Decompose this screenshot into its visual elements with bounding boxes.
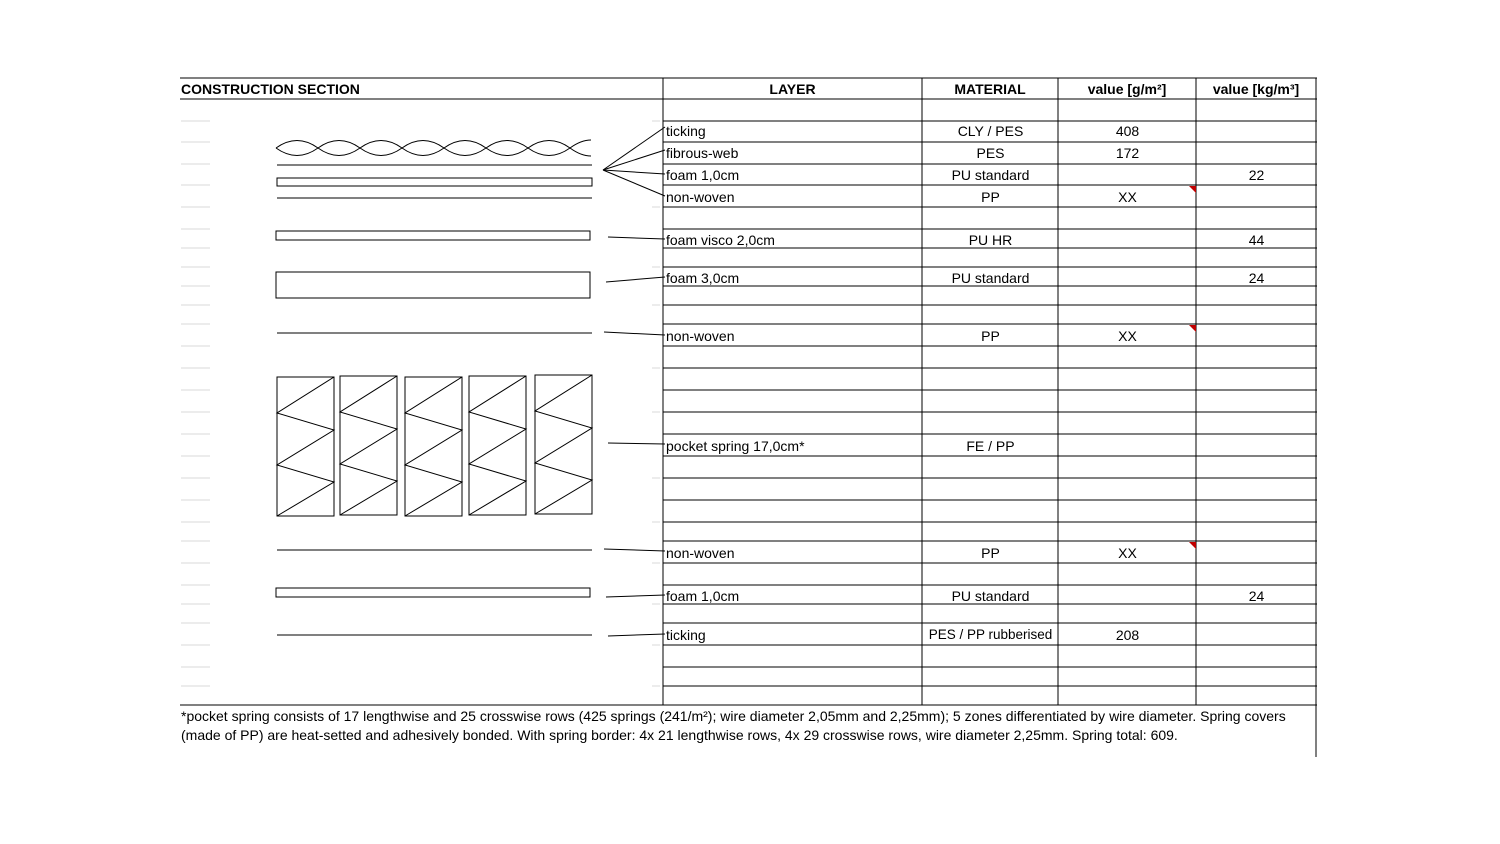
value-kgm3-header: value [kg/m³]	[1212, 81, 1300, 97]
layer-cell: ticking	[666, 627, 706, 643]
comment-indicator[interactable]	[1189, 186, 1196, 193]
material-cell: PES	[976, 145, 1005, 161]
value-gm2-cell: XX	[1118, 545, 1137, 561]
foam-bottom-rect	[276, 588, 590, 597]
material-cell: PU standard	[951, 167, 1030, 183]
comment-indicator[interactable]	[1189, 325, 1196, 332]
leader-lines	[603, 127, 665, 636]
material-cell: PU standard	[951, 270, 1030, 286]
value-kgm3-cell: 44	[1248, 232, 1265, 248]
material-cell: CLY / PES	[957, 123, 1024, 139]
layer-cell: foam 1,0cm	[666, 588, 740, 604]
foam-visco-rect	[276, 231, 590, 240]
material-cell: PP	[981, 545, 1000, 561]
construction-section-header: CONSTRUCTION SECTION	[181, 81, 360, 97]
foam-top-rect	[277, 178, 592, 186]
value-gm2-header: value [g/m²]	[1087, 81, 1167, 97]
comment-indicator[interactable]	[1189, 542, 1196, 549]
ticking-layer-drawing	[276, 140, 591, 156]
value-gm2-cell: XX	[1118, 189, 1137, 205]
material-cell: PU HR	[968, 232, 1013, 248]
pocket-spring-drawing	[277, 375, 592, 516]
layer-cell: foam 3,0cm	[666, 270, 740, 286]
material-cell: PP	[981, 328, 1000, 344]
layer-cell: foam 1,0cm	[666, 167, 740, 183]
value-gm2-cell: XX	[1118, 328, 1137, 344]
value-kgm3-cell: 24	[1248, 588, 1265, 604]
layer-cell: ticking	[666, 123, 706, 139]
material-cell: PP	[981, 189, 1000, 205]
value-kgm3-cell: 24	[1248, 270, 1265, 286]
layer-cell: non-woven	[666, 545, 735, 561]
material-header: MATERIAL	[954, 81, 1026, 97]
layer-cell: pocket spring 17,0cm*	[666, 438, 805, 454]
material-cell: PES / PP rubberised	[928, 627, 1053, 642]
material-cell: FE / PP	[966, 438, 1015, 454]
layer-cell: fibrous-web	[666, 145, 739, 161]
layer-cell: non-woven	[666, 328, 735, 344]
layer-cell: foam visco 2,0cm	[666, 232, 775, 248]
pocket-spring-footnote: *pocket spring consists of 17 lengthwise and 25 crosswise rows (425 springs (241/m²); wire diameter 2,05mm and 2,25mm); 5 zones differentiated by wire diameter. Spring covers (made of PP) are heat-setted and adhesively bonded. With spring border: 4x 21 lengthwise rows, 4x 29 crosswise rows, wire diameter 2,25mm. Spring total: 609.	[181, 708, 1286, 743]
value-gm2-cell: 208	[1115, 627, 1140, 643]
material-cell: PU standard	[951, 588, 1030, 604]
value-gm2-cell: 408	[1115, 123, 1140, 139]
value-gm2-cell: 172	[1115, 145, 1140, 161]
value-kgm3-cell: 22	[1248, 167, 1265, 183]
foam-3cm-rect	[276, 272, 590, 298]
layer-header: LAYER	[769, 81, 816, 97]
layer-cell: non-woven	[666, 189, 735, 205]
